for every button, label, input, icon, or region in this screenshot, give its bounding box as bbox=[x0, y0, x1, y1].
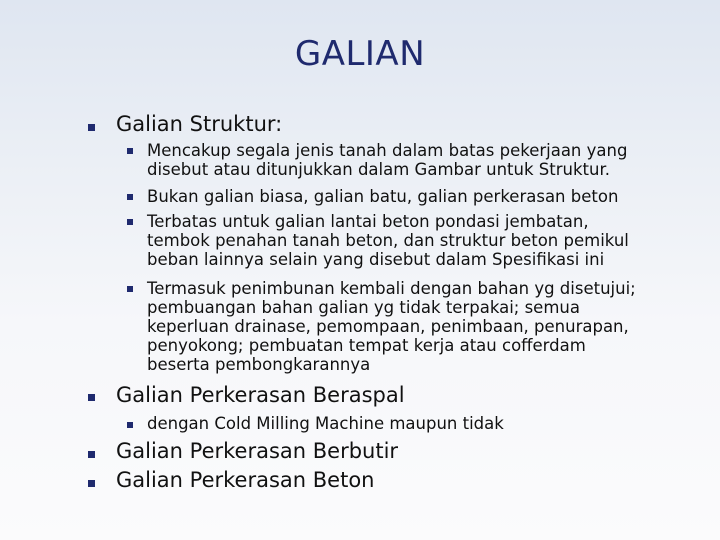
bullet-square-icon bbox=[127, 286, 133, 292]
list-item-level2 bbox=[147, 141, 627, 179]
slide-title: GALIAN bbox=[294, 34, 426, 74]
bullet-square-icon bbox=[88, 451, 95, 458]
list-item-level2 bbox=[147, 414, 504, 433]
list-item-level2 bbox=[147, 187, 618, 206]
list-item-level1: Galian Perkerasan Beton bbox=[116, 468, 375, 492]
bullet-square-icon bbox=[127, 422, 133, 428]
list-item-level2 bbox=[147, 212, 629, 269]
text-line: Terbatas untuk galian lantai beton pondasi jembatan, bbox=[147, 212, 589, 231]
bullet-square-icon bbox=[88, 480, 95, 487]
bullet-square-icon bbox=[127, 194, 133, 200]
bullet-square-icon bbox=[88, 124, 95, 131]
list-item-level1: Galian Perkerasan Berbutir bbox=[116, 439, 399, 463]
text-line: Mencakup segala jenis tanah dalam batas pekerjaan yang bbox=[147, 141, 628, 160]
bullet-square-icon bbox=[127, 219, 133, 225]
text-line: pembuangan bahan galian yg tidak terpakai; semua bbox=[147, 298, 580, 317]
bullet-square-icon bbox=[88, 394, 95, 401]
list-item-level1: Galian Perkerasan Beraspal bbox=[116, 383, 405, 407]
list-item-level2 bbox=[147, 279, 636, 374]
text-line: dengan Cold Milling Machine maupun tidak bbox=[147, 414, 504, 433]
text-line: penyokong; pembuatan tempat kerja atau cofferdam bbox=[147, 336, 586, 355]
text-line: beban lainnya selain yang disebut dalam Spesifikasi ini bbox=[147, 250, 605, 269]
text-line: keperluan drainase, pemompaan, penimbaan, penurapan, bbox=[147, 317, 629, 336]
text-line: tembok penahan tanah beton, dan struktur beton pemikul bbox=[147, 231, 629, 250]
text-line: beserta pembongkarannya bbox=[147, 355, 371, 374]
text-line: Bukan galian biasa, galian batu, galian perkerasan beton bbox=[147, 187, 619, 206]
list-item-level1: Galian Struktur: bbox=[116, 112, 283, 136]
text-line: disebut atau ditunjukkan dalam Gambar untuk Struktur. bbox=[147, 160, 610, 179]
bullet-square-icon bbox=[127, 148, 133, 154]
text-line: Termasuk penimbunan kembali dengan bahan yg disetujui; bbox=[147, 279, 636, 298]
